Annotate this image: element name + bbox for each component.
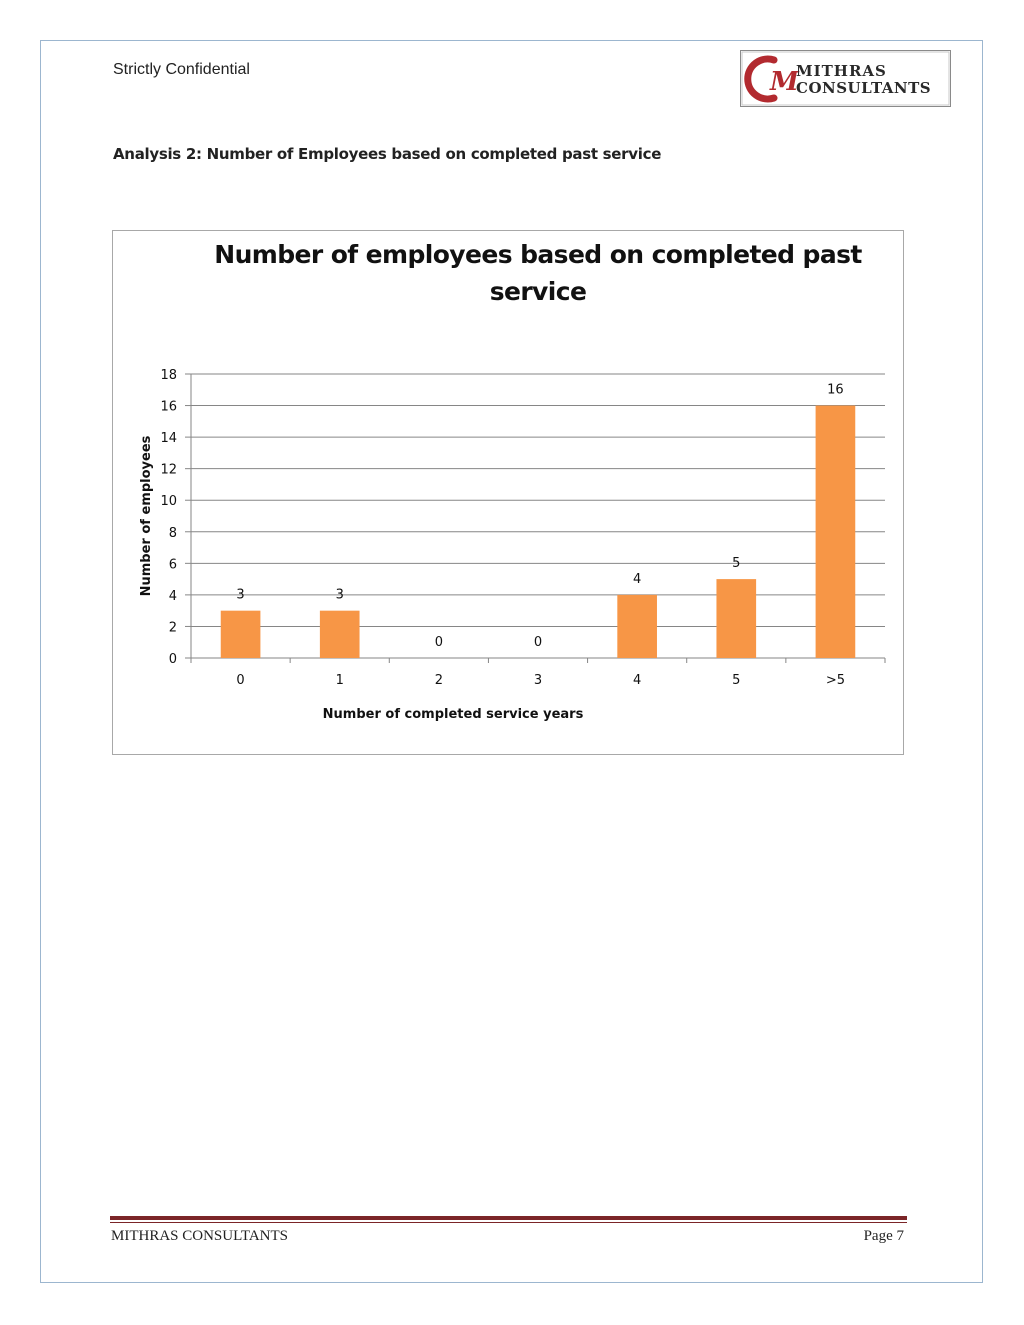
- bar-4: [617, 595, 657, 658]
- confidential-label: Strictly Confidential: [113, 61, 250, 78]
- y-tick-label: 2: [168, 620, 177, 636]
- mithras-logo: [740, 50, 951, 107]
- chart-frame: [112, 230, 904, 755]
- y-tick-label: 12: [160, 462, 177, 478]
- section-heading: Analysis 2: Number of Employees based on completed past service: [113, 145, 662, 163]
- data-label: 0: [533, 635, 543, 650]
- x-tick-label: 5: [732, 673, 741, 688]
- gridlines: [185, 374, 885, 658]
- x-tick-label: 2: [434, 673, 443, 688]
- footer-page-number: Page 7: [863, 1228, 904, 1244]
- logo-text-line1: MITHRAS: [796, 62, 887, 80]
- data-label: 5: [732, 556, 741, 572]
- x-tick-label: 3: [533, 673, 543, 688]
- bar-1: [320, 611, 360, 658]
- x-tick-label: 4: [633, 673, 642, 688]
- data-label: 0: [434, 635, 443, 650]
- x-tick-label: 0: [236, 673, 245, 688]
- chart-title-line2: service: [489, 277, 587, 306]
- y-tick-label: 8: [168, 525, 177, 541]
- bar-5: [716, 579, 756, 658]
- svg-text:M: M: [770, 67, 799, 97]
- bar-chart: [113, 231, 905, 756]
- bar->5: [816, 406, 856, 658]
- y-tick-label: 18: [160, 368, 177, 383]
- data-label: 16: [827, 382, 844, 398]
- y-tick-label: 14: [160, 431, 177, 447]
- x-axis-label: Number of completed service years: [322, 707, 584, 722]
- logo-text-line2: CONSULTANTS: [796, 79, 932, 97]
- bar-0: [221, 611, 261, 658]
- footer-rule-thin: [110, 1222, 907, 1223]
- footer-rule: [110, 1216, 907, 1220]
- y-axis-label: Number of employees: [139, 435, 154, 597]
- y-axis-ticks: [160, 368, 177, 667]
- x-tick-label: 1: [335, 673, 344, 688]
- y-tick-label: 16: [160, 399, 177, 415]
- y-tick-label: 6: [168, 557, 177, 573]
- footer-company: MITHRAS CONSULTANTS: [111, 1228, 289, 1244]
- y-tick-label: 10: [160, 494, 177, 510]
- data-label: 4: [633, 571, 642, 587]
- data-label: 3: [236, 587, 245, 603]
- y-tick-label: 0: [168, 652, 177, 667]
- x-tick-label: >5: [825, 673, 846, 688]
- y-tick-label: 4: [168, 588, 177, 604]
- x-axis-ticks: [191, 658, 885, 688]
- chart-title-line1: Number of employees based on completed past: [214, 240, 862, 269]
- data-label: 3: [335, 587, 344, 603]
